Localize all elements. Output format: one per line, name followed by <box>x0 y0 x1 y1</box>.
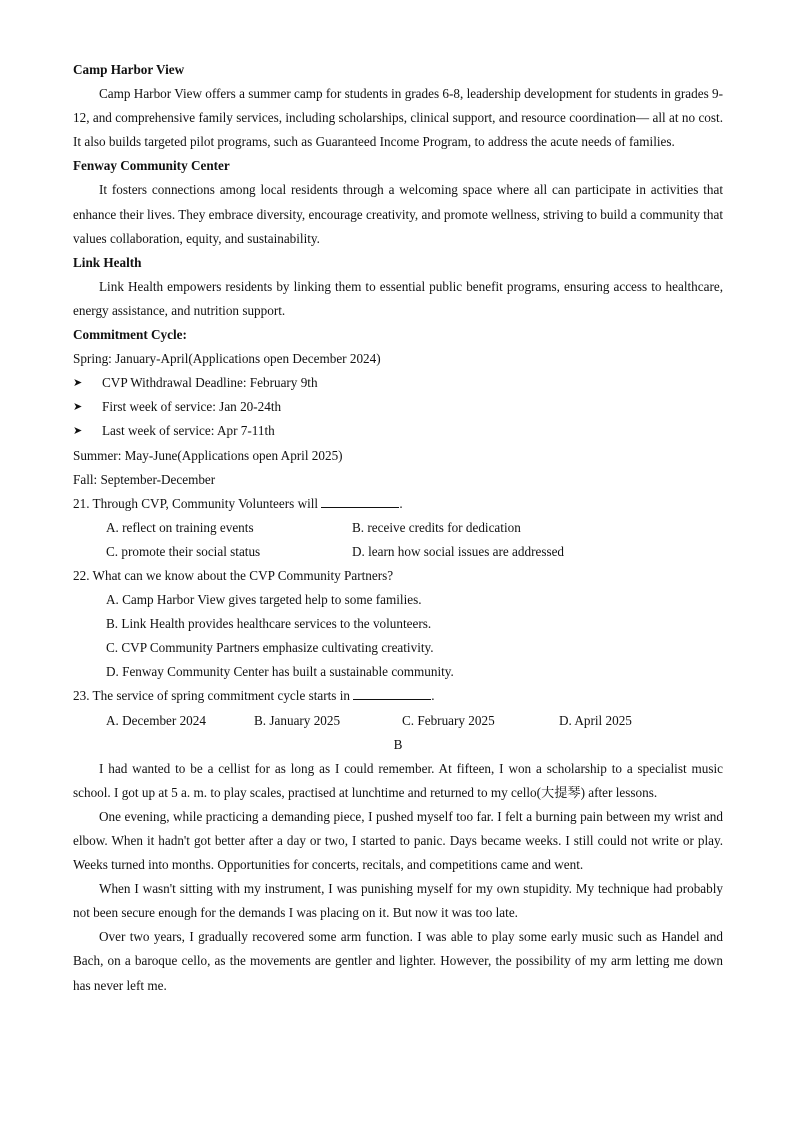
partner-name-camp-harbor-view: Camp Harbor View <box>73 62 185 77</box>
commitment-bullet-text: First week of service: Jan 20-24th <box>102 399 282 415</box>
answer-blank <box>353 684 431 700</box>
passage-paragraph: When I wasn't sitting with my instrument, I was punishing myself for my own stupidity. My technique had probably not been secure enough for the demands I was placing on it. But now it was too late. <box>73 881 723 921</box>
arrow-bullet-icon: ➤ <box>73 401 83 414</box>
commitment-bullet <box>73 419 723 443</box>
commitment-bullet-text: Last week of service: Apr 7-11th <box>102 423 275 439</box>
option-d: D. April 2025 <box>559 712 632 728</box>
section-b-label: B <box>393 736 403 752</box>
partner-description-link-health: Link Health empowers residents by linking them to essential public benefit programs, ensuring access to healthcare, energy assistance, and nutrition support. <box>73 278 723 318</box>
option-a: A. December 2024 <box>106 712 206 728</box>
question-23-options <box>73 709 723 733</box>
option-c: C. promote their social status <box>106 543 261 559</box>
question-22-options <box>73 588 723 684</box>
commitment-spring: Spring: January-April(Applications open December 2024) <box>73 351 381 367</box>
arrow-bullet-icon: ➤ <box>73 377 83 390</box>
question-21 <box>73 492 723 516</box>
passage-paragraph: Over two years, I gradually recovered some arm function. I was able to play some early music such as Handel and Bach, on a baroque cello, as the movements are gentler and lighter. However, the possibility of my arm letting me down has never left me. <box>73 929 723 993</box>
option-b: B. January 2025 <box>254 712 341 728</box>
commitment-bullet <box>73 395 723 419</box>
question-21-options <box>73 516 723 564</box>
question-stem: 23. The service of spring commitment cycle starts in <box>73 688 350 704</box>
question-stem: 22. What can we know about the CVP Community Partners? <box>73 567 394 583</box>
option-b: B. receive credits for dedication <box>352 519 521 535</box>
option-b: B. Link Health provides healthcare services to the volunteers. <box>106 616 432 632</box>
option-a: A. reflect on training events <box>106 519 254 535</box>
question-stem: 21. Through CVP, Community Volunteers will <box>73 495 319 511</box>
answer-blank <box>321 492 399 508</box>
commitment-summer: Summer: May-June(Applications open April 2025) <box>73 447 343 463</box>
commitment-cycle-title: Commitment Cycle: <box>73 327 187 343</box>
option-d: D. learn how social issues are addressed <box>352 543 565 559</box>
option-d: D. Fenway Community Center has built a sustainable community. <box>106 664 454 680</box>
arrow-bullet-icon: ➤ <box>73 425 83 438</box>
partner-description-fenway: It fosters connections among local residents through a welcoming space where all can participate in activities that enhance their lives. They embrace diversity, encourage creativity, and promote wellness, striving to build a community that values collaboration, equity, and sustainability. <box>73 182 723 246</box>
partner-name-link-health: Link Health <box>73 254 142 270</box>
option-c: C. February 2025 <box>402 712 495 728</box>
passage-paragraph: I had wanted to be a cellist for as long as I could remember. At fifteen, I won a scholarship to a specialist music school. I got up at 5 a. m. to play scales, practised at lunchtime and returned to my cello(大提琴) after lessons. <box>73 760 723 800</box>
question-stem-end: . <box>399 495 403 511</box>
partner-name-fenway: Fenway Community Center <box>73 158 230 174</box>
option-c: C. CVP Community Partners emphasize cultivating creativity. <box>106 640 434 656</box>
option-a: A. Camp Harbor View gives targeted help to some families. <box>106 592 422 608</box>
question-22 <box>73 564 723 588</box>
question-23 <box>73 684 723 708</box>
commitment-fall: Fall: September-December <box>73 471 216 487</box>
commitment-bullet-text: CVP Withdrawal Deadline: February 9th <box>102 375 318 391</box>
commitment-bullet <box>73 371 723 395</box>
question-stem-end: . <box>431 688 435 704</box>
document-page <box>73 58 723 998</box>
partner-description-camp-harbor-view: Camp Harbor View offers a summer camp for students in grades 6-8, leadership development for students in grades 9-12, and comprehensive family services, including scholarships, clinical support, and resource coordination— all at no cost. It also builds targeted pilot programs, such as Guaranteed Income Program, to address the acute needs of families. <box>73 86 723 150</box>
passage-paragraph: One evening, while practicing a demanding piece, I pushed myself too far. I felt a burning pain between my wrist and elbow. When it hadn't got better after a day or two, I started to panic. Days became weeks. I still could not write or play. Weeks turned into months. Opportunities for concerts, recitals, and competitions came and went. <box>73 808 723 873</box>
